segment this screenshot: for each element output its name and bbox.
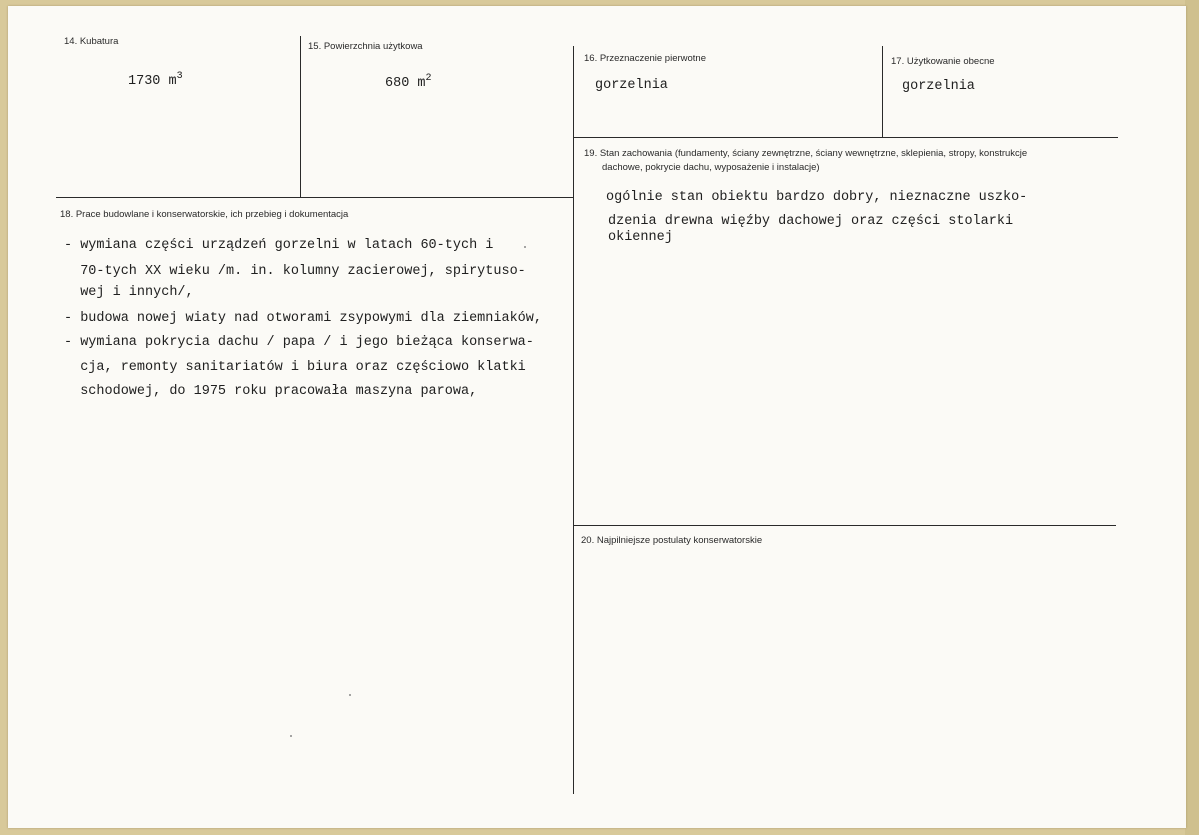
field-14-value (128, 71, 183, 89)
volume-value: 1730 m (128, 74, 177, 89)
field-16-label: 16. Przeznaczenie pierwotne (584, 53, 706, 64)
field-19-line: okiennej (608, 230, 673, 245)
field-14-label: 14. Kubatura (64, 36, 119, 47)
field-18-line: - budowa nowej wiaty nad otworami zsypowymi dla ziemniaków, (64, 311, 542, 326)
volume-unit-exponent: 3 (176, 71, 183, 82)
field-18-line: schodowej, do 1975 roku pracowała maszyna parowa, (64, 384, 478, 399)
form-sheet (8, 6, 1186, 828)
field-18-label: 18. Prace budowlane i konserwatorskie, ich przebieg i dokumentacja (60, 209, 349, 220)
field-18-line: cja, remonty sanitariatów i biura oraz częściowo klatki (64, 360, 526, 375)
field-17-label: 17. Użytkowanie obecne (891, 56, 995, 67)
field-19-label: 19. Stan zachowania (fundamenty, ściany zewnętrzne, ściany wewnętrzne, sklepienia, stropy, konstrukcje (584, 148, 1028, 159)
field-17-value: gorzelnia (902, 79, 975, 94)
paper-speck (349, 694, 351, 696)
field-19-label-cont: dachowe, pokrycie dachu, wyposażenie i instalacje) (602, 162, 820, 173)
divider-14-15 (300, 36, 301, 198)
rule-below-16-17 (573, 137, 1118, 138)
field-19-line: ogólnie stan obiektu bardzo dobry, nieznaczne uszko- (606, 190, 1028, 205)
field-18-line: wej i innych/, (64, 285, 194, 300)
divider-15-16 (573, 46, 574, 794)
page-edge (1185, 0, 1199, 835)
area-value: 680 m (385, 76, 426, 91)
field-15-value (385, 73, 432, 91)
field-15-label: 15. Powierzchnia użytkowa (308, 41, 423, 52)
field-18-line: - wymiana części urządzeń gorzelni w latach 60-tych i (64, 238, 494, 253)
field-19-line: dzenia drewna więźby dachowej oraz części stolarki (608, 214, 1014, 229)
paper-speck (290, 735, 292, 737)
divider-16-17 (882, 46, 883, 138)
paper-speck (524, 246, 526, 248)
rule-above-20 (573, 525, 1116, 526)
area-unit-exponent: 2 (425, 73, 432, 84)
field-18-line: 70-tych XX wieku /m. in. kolumny zacierowej, spirytuso- (64, 264, 526, 279)
rule-below-14-15 (56, 197, 574, 198)
field-20-label: 20. Najpilniejsze postulaty konserwatorskie (581, 535, 763, 546)
field-16-value: gorzelnia (595, 78, 668, 93)
field-18-line: - wymiana pokrycia dachu / papa / i jego bieżąca konserwa- (64, 335, 534, 350)
